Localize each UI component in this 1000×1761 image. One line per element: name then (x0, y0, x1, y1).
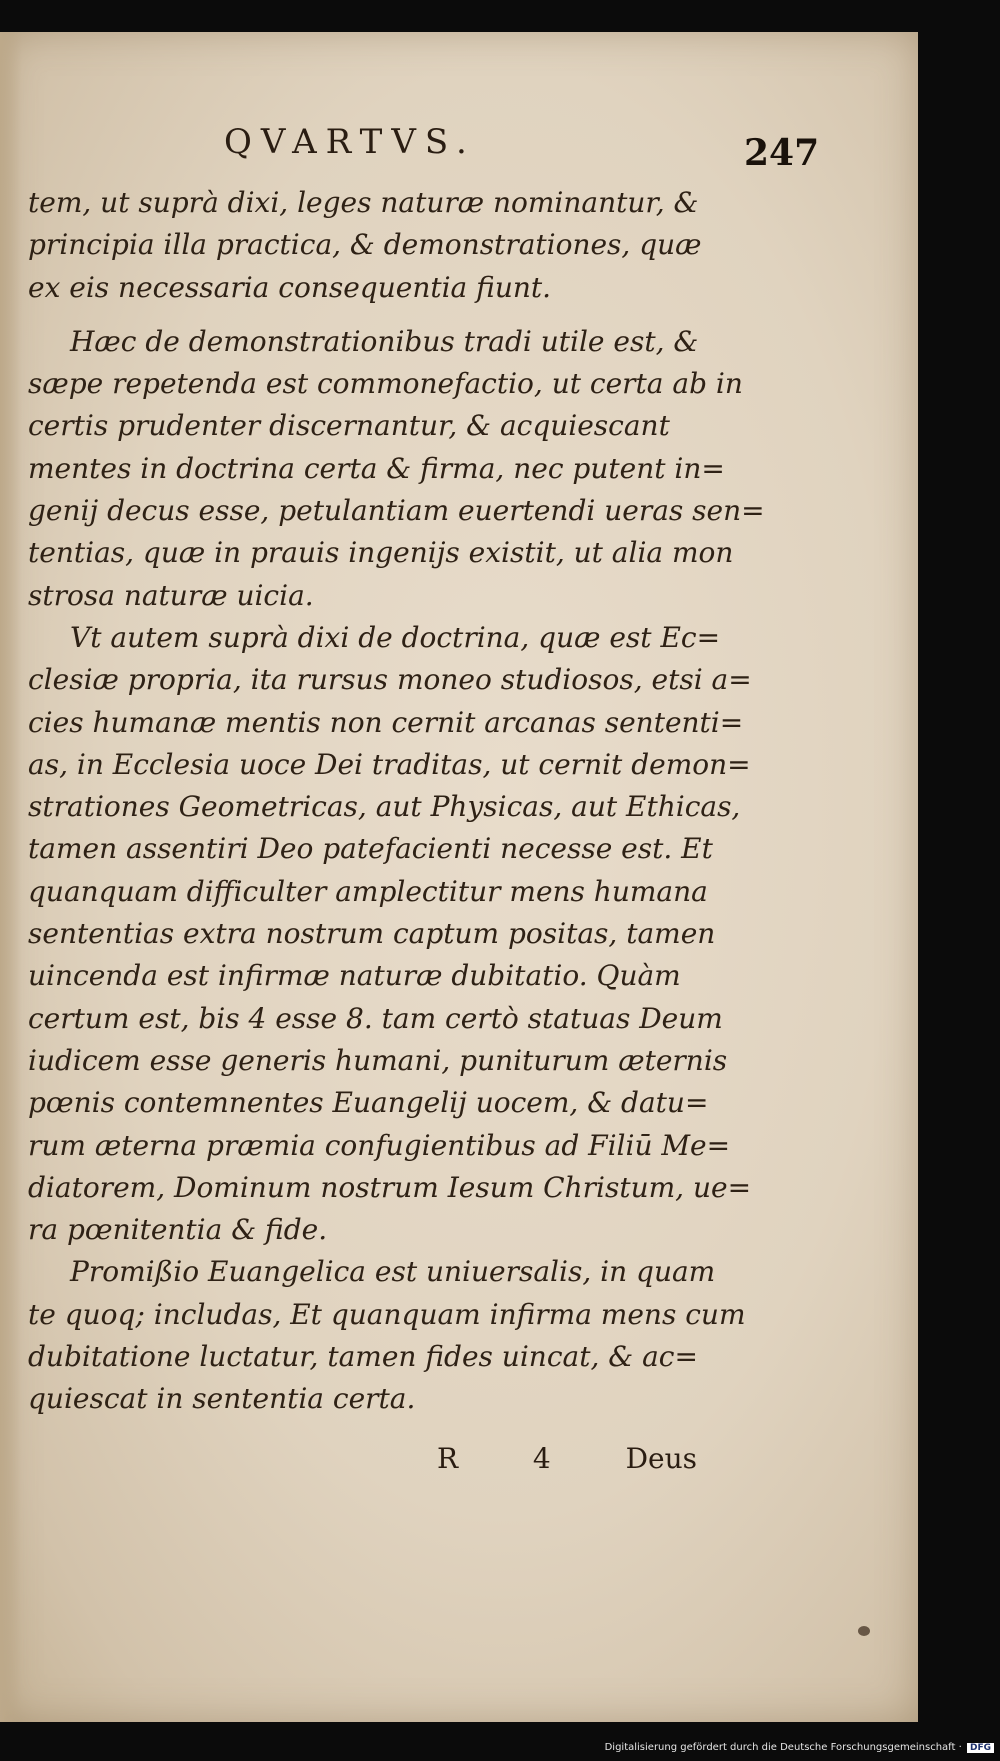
text-line: clesiæ propria, ita rursus moneo studiosos, etsi a= (28, 663, 752, 697)
text-line: uincenda est infirmæ naturæ dubitatio. Quàm (28, 959, 681, 993)
text-line: certum est, bis 4 esse 8. tam certò statuas Deum (28, 1001, 723, 1035)
text-line: tentias, quæ in prauis ingenijs existit, ut alia mon (28, 536, 734, 570)
text-line: genij decus esse, petulantiam euertendi ueras sen= (28, 494, 765, 528)
dfg-logo-icon: DFG (967, 1743, 994, 1753)
catchword: Deus (625, 1442, 697, 1475)
text-line: te quoq; includas, Et quanquam infirma mens cum (28, 1297, 746, 1331)
digitization-credit (0, 1742, 1000, 1753)
text-line: iudicem esse generis humani, puniturum æternis (28, 1043, 728, 1077)
text-line: pœnis contemnentes Euangelij uocem, & datu= (28, 1086, 709, 1120)
text-line: certis prudenter discernantur, & acquiescant (28, 409, 670, 443)
paragraph-start-line: Hæc de demonstrationibus tradi utile est, & (70, 324, 699, 358)
paragraph-start-line: Vt autem suprà dixi de doctrina, quæ est Ec= (70, 620, 721, 654)
text-line: sententias extra nostrum captum positas, tamen (28, 917, 716, 951)
text-line: quiescat in sententia certa. (28, 1382, 416, 1416)
page-number: 247 (744, 132, 820, 174)
signature-mark: R (437, 1442, 459, 1475)
text-line: sæpe repetenda est commonefactio, ut certa ab in (28, 367, 743, 401)
catchword-line (437, 1442, 697, 1475)
text-line: diatorem, Dominum nostrum Iesum Christum, ue= (28, 1170, 752, 1204)
ink-smudge (858, 1626, 870, 1636)
text-line: cies humanæ mentis non cernit arcanas sententi= (28, 705, 744, 739)
text-line: as, in Ecclesia uoce Dei traditas, ut cernit demon= (28, 747, 751, 781)
text-line: principia illa practica, & demonstrationes, quæ (28, 228, 702, 262)
signature-number: 4 (532, 1442, 551, 1475)
text-line: mentes in doctrina certa & firma, nec putent in= (28, 451, 725, 485)
text-line: tem, ut suprà dixi, leges naturæ nominantur, & (28, 186, 699, 219)
running-head: QVARTVS. (224, 122, 476, 162)
book-page (0, 32, 918, 1722)
text-line: ra pœnitentia & fide. (28, 1213, 328, 1247)
text-line: quanquam difficulter amplectitur mens humana (28, 874, 708, 908)
text-line: tamen assentiri Deo patefacienti necesse est. Et (28, 832, 713, 866)
credit-text: Digitalisierung gefördert durch die Deutsche Forschungsgemeinschaft · (604, 1742, 962, 1753)
text-line: rum æterna præmia confugientibus ad Filiū Me= (28, 1128, 731, 1162)
text-line: ex eis necessaria consequentia fiunt. (28, 270, 552, 304)
text-line: strationes Geometricas, aut Physicas, aut Ethicas, (28, 790, 741, 824)
paragraph-start-line: Promißio Euangelica est uniuersalis, in quam (70, 1255, 716, 1289)
body-text (28, 182, 765, 1421)
text-line: dubitatione luctatur, tamen fides uincat, & ac= (28, 1340, 698, 1374)
text-line: strosa naturæ uicia. (28, 578, 314, 612)
